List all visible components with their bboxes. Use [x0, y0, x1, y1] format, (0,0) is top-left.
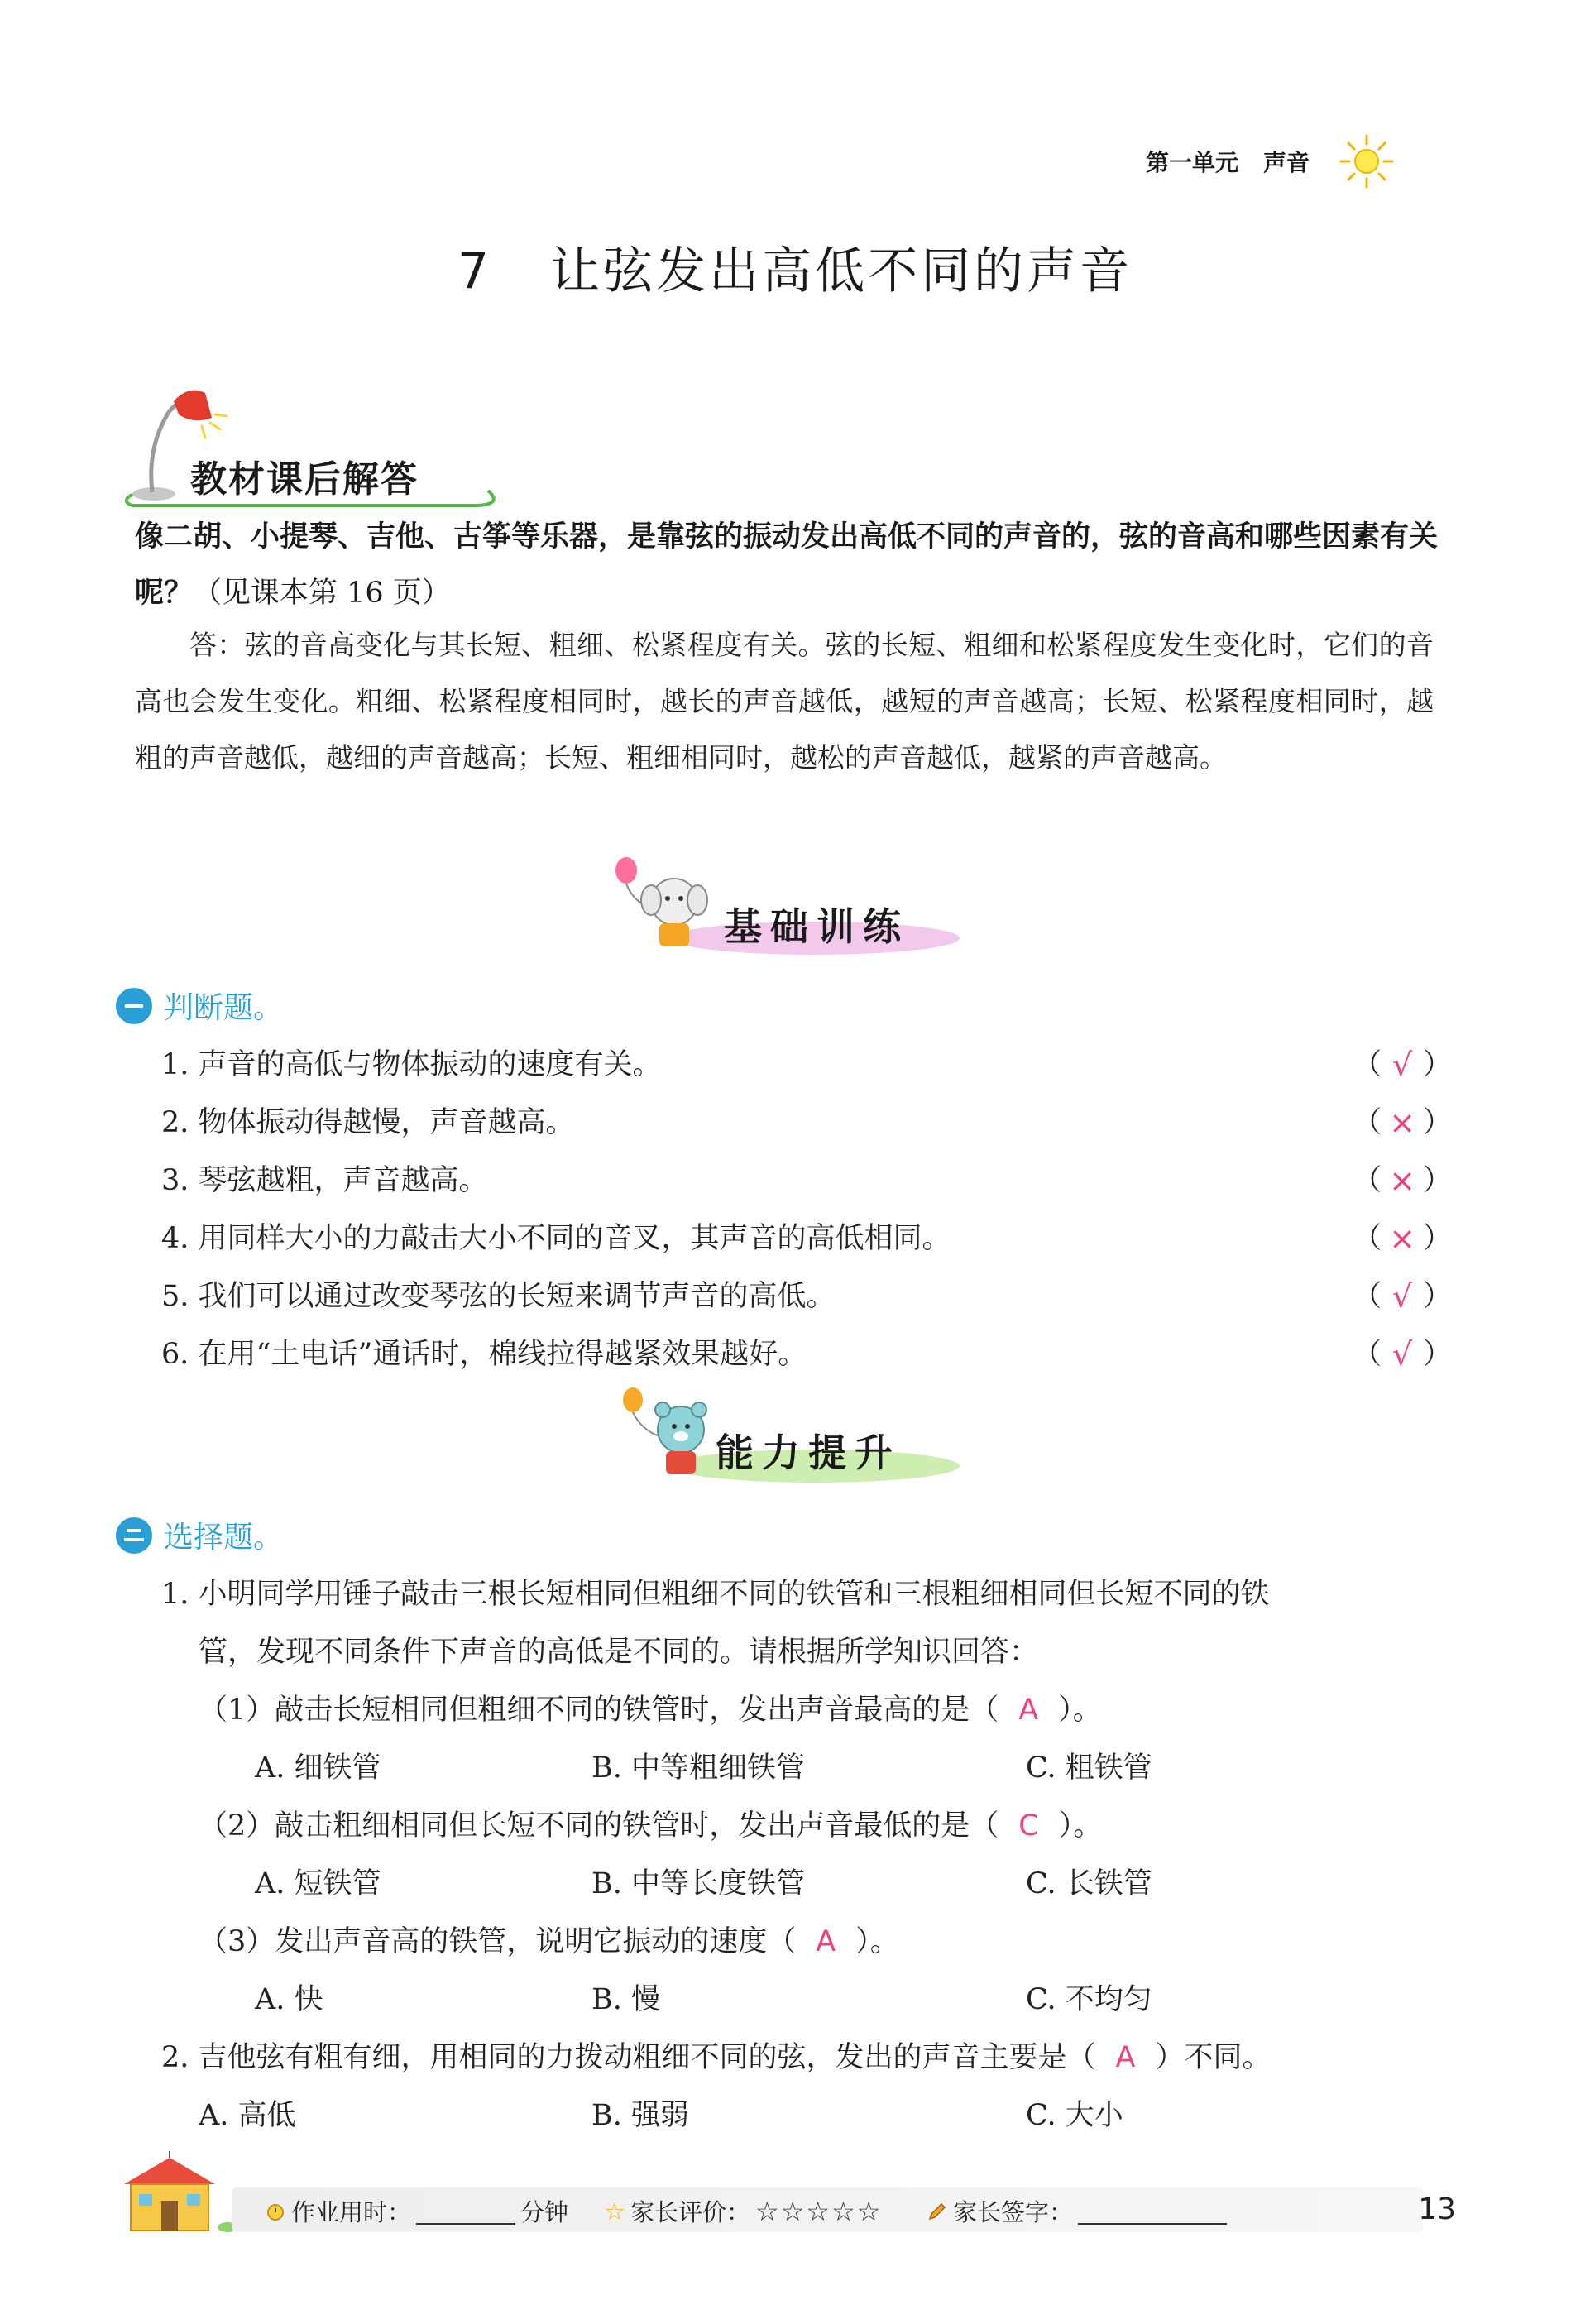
q1-sub2 [199, 1805, 1102, 1847]
option: C. 长铁管 [1026, 1867, 1152, 1900]
option: B. 强弱 [591, 2099, 689, 2132]
homework-time [265, 2194, 568, 2228]
paren-open: （ [1353, 1222, 1382, 1255]
paren-close: ） [1422, 1338, 1452, 1371]
question-text: 像二胡、小提琴、吉他、古筝等乐器，是靠弦的振动发出高低不同的声音的，弦的音高和哪些因素有关呢？ [135, 520, 1439, 610]
q2-text: 2. 吉他弦有粗有细，用相同的力拨动粗细不同的弦，发出的声音主要是（ [161, 2041, 1096, 2074]
option: A. 细铁管 [255, 1751, 381, 1785]
judgement-item [161, 1218, 1452, 1259]
judgement-item [161, 1276, 1452, 1317]
cross-mark: × [1389, 1104, 1415, 1141]
q2-stem [161, 2037, 1272, 2078]
option: C. 大小 [1026, 2099, 1123, 2132]
judgement-text: 6. 在用“土电话”通话时，棉线拉得越紧效果越好。 [161, 1338, 807, 1371]
textbook-answers-header [114, 385, 503, 517]
option: C. 不均匀 [1026, 1983, 1152, 2016]
part-two-badge-icon [116, 1517, 152, 1554]
answer-paren [1353, 1218, 1452, 1259]
check-mark: √ [1391, 1278, 1413, 1315]
q1-stem-line2: 管，发现不同条件下声音的高低是不同的。请根据所学知识回答： [199, 1636, 1039, 1669]
lesson-title [0, 232, 1590, 303]
q2-close: ）不同。 [1155, 2041, 1272, 2074]
option: A. 短铁管 [255, 1867, 381, 1900]
q1-sub1-text: （1）敲击长短相同但粗细不同的铁管时，发出声音最高的是（ [199, 1694, 999, 1727]
pencil-icon [927, 2201, 948, 2222]
paren-open: （ [1353, 1164, 1382, 1197]
part-one-badge-icon [116, 988, 152, 1024]
textbook-answers-label: 教材课后解答 [190, 458, 419, 501]
sign-label: 家长签字： [953, 2198, 1074, 2226]
q1-stem-line1: 1. 小明同学用锤子敲击三根长短相同但粗细不同的铁管和三根粗细相同但长短不同的铁 [161, 1578, 1270, 1611]
page-number: 13 [1418, 2192, 1456, 2226]
basic-training-label: 基础训练 [724, 904, 909, 949]
judgement-item [161, 1044, 1452, 1085]
paren-open: （ [1353, 1048, 1382, 1081]
q1-sub1 [199, 1689, 1102, 1731]
option: B. 慢 [591, 1983, 660, 2016]
judgement-item [161, 1102, 1452, 1143]
sun-icon [1338, 132, 1396, 190]
ability-label: 能力提升 [716, 1430, 901, 1475]
paren-close: ） [1422, 1106, 1452, 1139]
check-mark: √ [1391, 1047, 1413, 1083]
time-blank[interactable] [416, 2198, 515, 2225]
judgement-text: 1. 声音的高低与物体振动的速度有关。 [161, 1048, 662, 1081]
option: B. 中等长度铁管 [591, 1867, 805, 1900]
ability-banner [616, 1382, 964, 1489]
paren-close: ） [1422, 1164, 1452, 1197]
q1-sub3-text: （3）发出声音高的铁管，说明它振动的速度（ [199, 1925, 797, 1958]
paren-close: ） [1422, 1048, 1452, 1081]
parent-signature [927, 2194, 1227, 2228]
q1-sub3 [199, 1921, 899, 1962]
answer-letter: A [1115, 2041, 1136, 2074]
answer-letter: C [1018, 1809, 1039, 1842]
option: C. 粗铁管 [1026, 1751, 1152, 1785]
schoolhouse-icon [116, 2151, 240, 2234]
q1-sub2-text: （2）敲击粗细相同但长短不同的铁管时，发出声音最低的是（ [199, 1809, 999, 1842]
answer-paren [1353, 1334, 1452, 1375]
textbook-answer: 答：弦的音高变化与其长短、粗细、松紧程度有关。弦的长短、粗细和松紧程度发生变化时，它们的音高也会发生变化。粗细、松紧程度相同时，越长的声音越低，越短的声音越高；长短、松紧程度相同时，越粗的声音越低，越细的声音越高；长短、粗细相同时，越松的声音越低，越紧的声音越高。 [135, 629, 1434, 774]
answer-paren [1353, 1044, 1452, 1085]
judgement-item [161, 1160, 1452, 1201]
alarm-clock-icon [265, 2201, 286, 2222]
option: A. 快 [255, 1983, 323, 2016]
time-unit: 分钟 [520, 2198, 569, 2226]
running-header [1146, 132, 1396, 190]
answer-paren [1353, 1276, 1452, 1317]
basic-training-banner [608, 852, 964, 960]
signature-blank[interactable] [1078, 2198, 1227, 2225]
part-one-label: 判断题。 [164, 991, 284, 1025]
parent-rating [604, 2194, 882, 2228]
cross-mark: × [1389, 1162, 1415, 1199]
q1-sub3-close: ）。 [855, 1925, 899, 1958]
answer-letter: A [816, 1925, 836, 1958]
paren-close: ） [1422, 1222, 1452, 1255]
star-icon: ☆ [604, 2197, 625, 2226]
question-reference: （见课本第 16 页） [193, 577, 451, 610]
page-footer [116, 2151, 1456, 2234]
lesson-number: 7 [457, 242, 493, 300]
rating-label: 家长评价： [630, 2198, 751, 2226]
unit-label: 第一单元 [1145, 149, 1238, 176]
judgement-text: 4. 用同样大小的力敲击大小不同的音叉，其声音的高低相同。 [161, 1222, 951, 1255]
q1-sub2-close: ）。 [1058, 1809, 1103, 1842]
topic-label: 声音 [1262, 149, 1310, 176]
textbook-question [135, 509, 1450, 621]
part-two-label: 选择题。 [164, 1521, 284, 1555]
paren-close: ） [1422, 1280, 1452, 1313]
answer-paren [1353, 1160, 1452, 1201]
cross-mark: × [1389, 1220, 1415, 1257]
q1-sub1-close: ）。 [1058, 1694, 1102, 1727]
option: A. 高低 [199, 2099, 296, 2132]
part-two-header [116, 1514, 283, 1556]
option: B. 中等粗细铁管 [591, 1751, 805, 1785]
check-mark: √ [1391, 1336, 1413, 1373]
rating-stars[interactable]: ☆☆☆☆☆ [755, 2195, 883, 2227]
judgement-text: 5. 我们可以通过改变琴弦的长短来调节声音的高低。 [161, 1280, 836, 1313]
answer-paren [1353, 1102, 1452, 1143]
judgement-text: 3. 琴弦越粗，声音越高。 [161, 1164, 488, 1197]
judgement-item [161, 1334, 1452, 1375]
paren-open: （ [1353, 1338, 1382, 1371]
paren-open: （ [1353, 1106, 1382, 1139]
lesson-title-text: 让弦发出高低不同的声音 [550, 242, 1133, 300]
answer-letter: A [1018, 1694, 1039, 1727]
judgement-text: 2. 物体振动得越慢，声音越高。 [161, 1106, 575, 1139]
paren-open: （ [1353, 1280, 1382, 1313]
part-one-header [116, 985, 283, 1027]
time-label: 作业用时： [291, 2198, 412, 2226]
